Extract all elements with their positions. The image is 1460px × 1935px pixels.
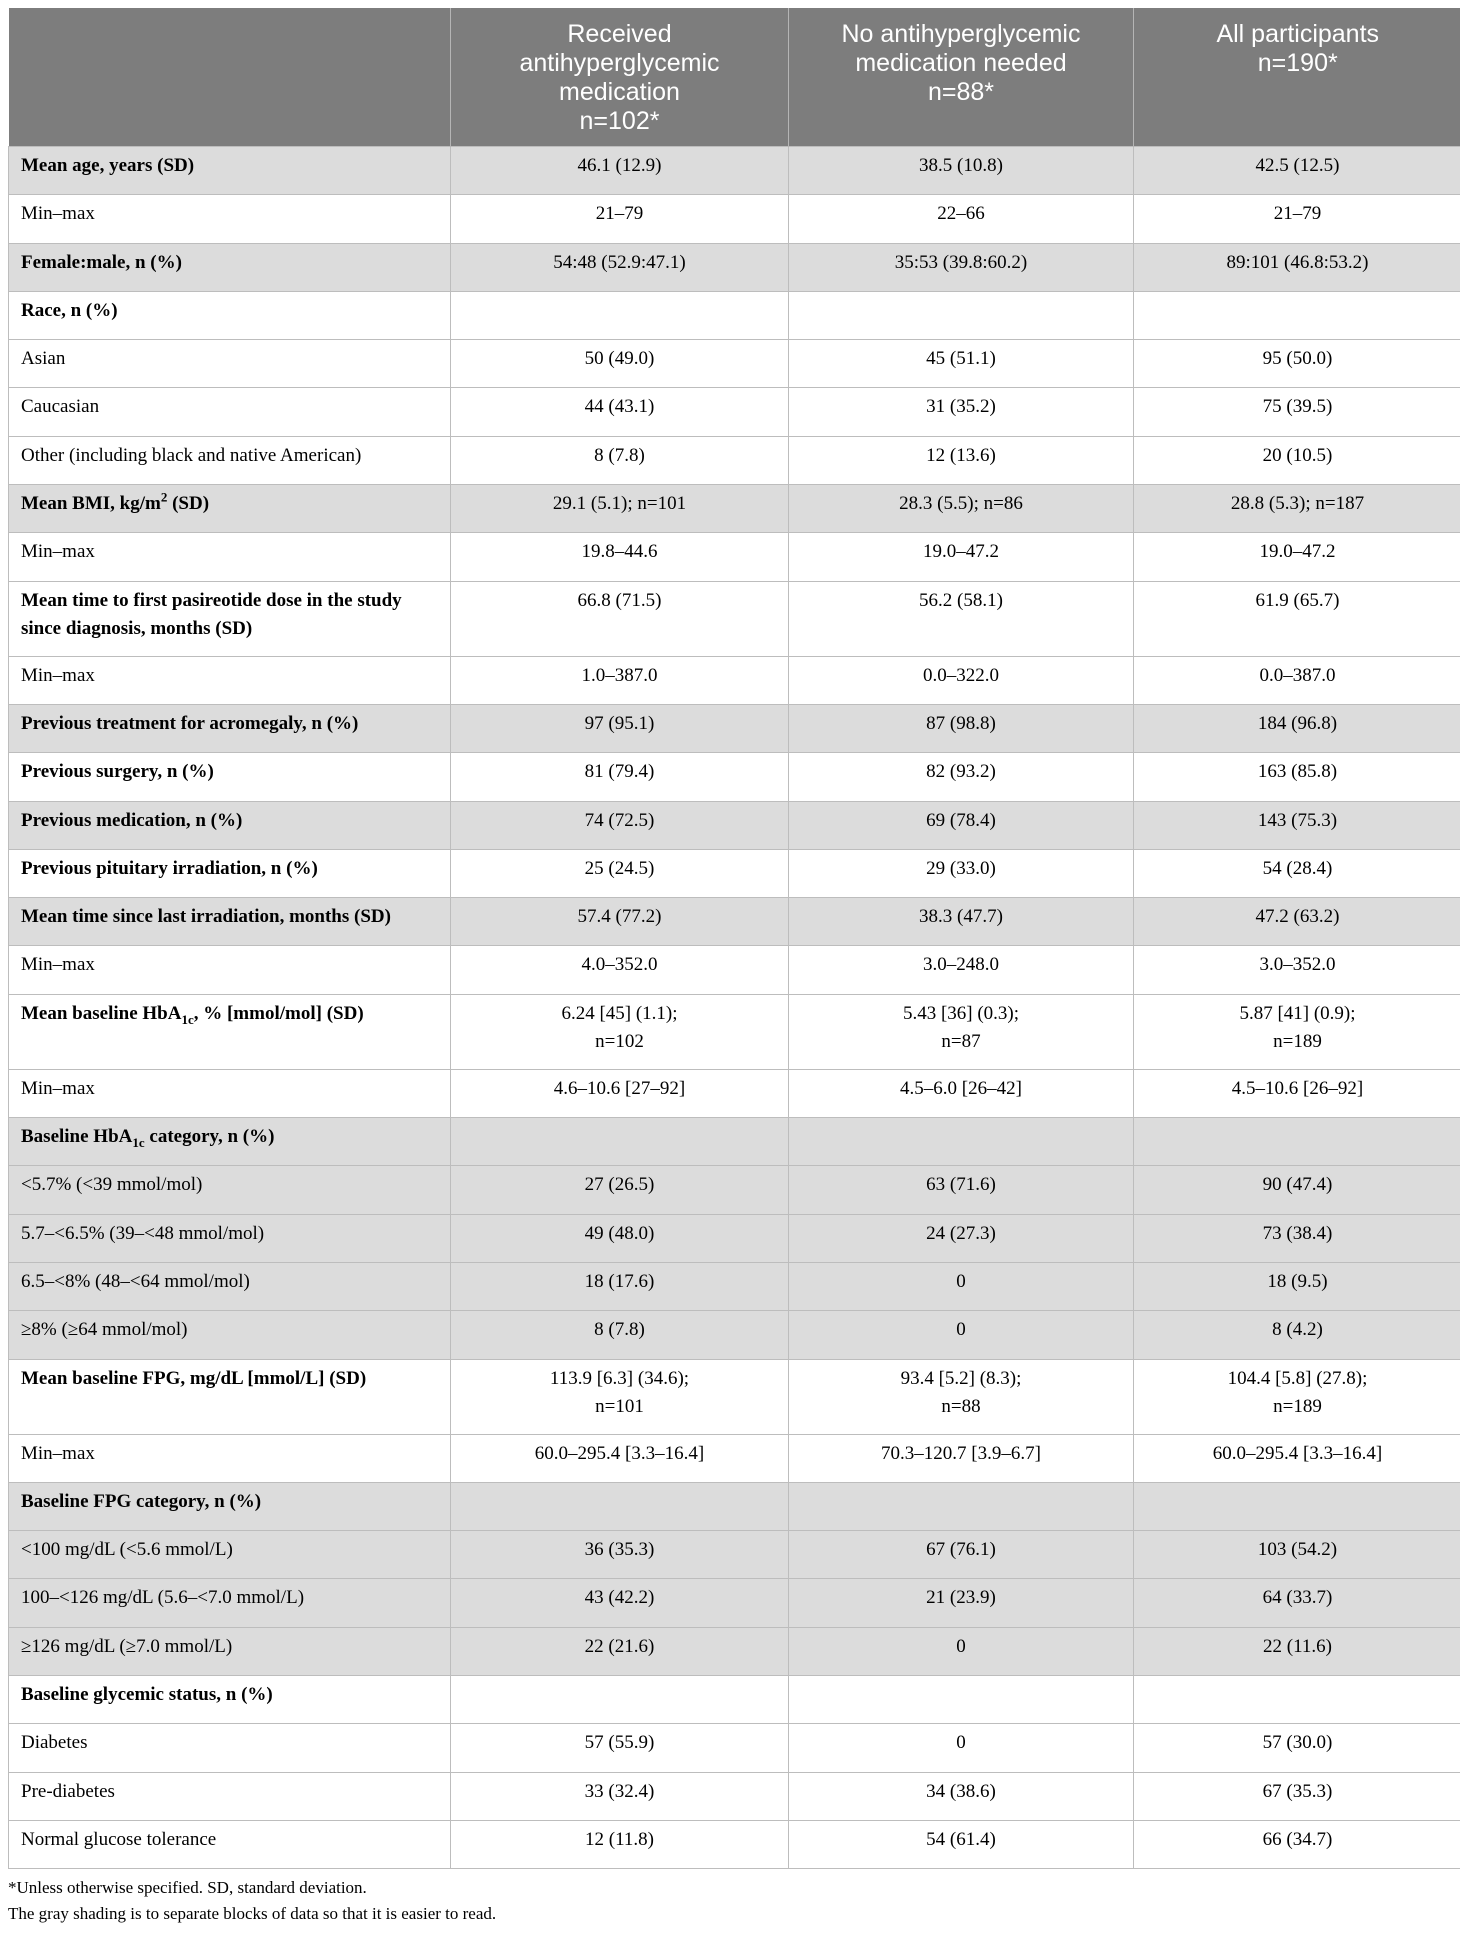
row-label <box>9 147 451 195</box>
row-label <box>9 898 451 946</box>
table-row <box>9 1724 1460 1772</box>
table-row <box>9 1069 1460 1117</box>
row-label <box>9 581 451 656</box>
row-label-text: Min–max <box>21 1442 95 1464</box>
cell-value: 3.0–352.0 <box>1134 946 1460 994</box>
table-row <box>9 485 1460 533</box>
cell-value: 28.3 (5.5); n=86 <box>789 485 1134 533</box>
cell-value: 1.0–387.0 <box>451 656 789 704</box>
cell-value: 20 (10.5) <box>1134 436 1460 484</box>
row-label <box>9 485 451 533</box>
table-row <box>9 388 1460 436</box>
cell-value: 21–79 <box>451 195 789 243</box>
row-label-text: Previous surgery, n (%) <box>21 761 214 783</box>
cell-value <box>789 1482 1134 1530</box>
cell-value: 27 (26.5) <box>451 1166 789 1214</box>
cell-value: 81 (79.4) <box>451 753 789 801</box>
row-label <box>9 195 451 243</box>
cell-value: 21–79 <box>1134 195 1460 243</box>
header-received-medication: Received antihyperglycemic medication n=102* <box>451 8 789 147</box>
cell-value: 50 (49.0) <box>451 340 789 388</box>
row-label <box>9 994 451 1069</box>
row-label-text: ≥8% (≥64 mmol/mol) <box>21 1319 188 1341</box>
cell-value: 75 (39.5) <box>1134 388 1460 436</box>
row-label <box>9 946 451 994</box>
table-row <box>9 1118 1460 1166</box>
cell-value: 38.3 (47.7) <box>789 898 1134 946</box>
footnote: The gray shading is to separate blocks of data so that it is easier to read. <box>8 1904 497 1924</box>
cell-value: 0 <box>789 1627 1134 1675</box>
cell-value: 93.4 [5.2] (8.3); n=88 <box>789 1359 1134 1434</box>
row-label <box>9 1724 451 1772</box>
cell-value: 66 (34.7) <box>1134 1820 1460 1868</box>
table-row <box>9 656 1460 704</box>
row-label-text: Asian <box>21 348 66 370</box>
cell-value: 3.0–248.0 <box>789 946 1134 994</box>
table-row <box>9 436 1460 484</box>
row-label <box>9 1118 451 1166</box>
cell-value: 0 <box>789 1262 1134 1310</box>
row-label-text: 100–<126 mg/dL (5.6–<7.0 mmol/L) <box>21 1587 305 1609</box>
baseline-characteristics-table <box>8 8 1460 1869</box>
row-label-text: Mean baseline FPG, mg/dL [mmol/L] (SD) <box>21 1367 367 1389</box>
footnote: *Unless otherwise specified. SD, standard deviation. <box>8 1878 367 1898</box>
cell-value: 44 (43.1) <box>451 388 789 436</box>
table-row <box>9 581 1460 656</box>
table-row <box>9 1772 1460 1820</box>
cell-value: 49 (48.0) <box>451 1214 789 1262</box>
cell-value: 89:101 (46.8:53.2) <box>1134 243 1460 291</box>
row-label-text: Baseline glycemic status, n (%) <box>21 1684 273 1706</box>
cell-value: 6.24 [45] (1.1); n=102 <box>451 994 789 1069</box>
row-label <box>9 801 451 849</box>
cell-value: 46.1 (12.9) <box>451 147 789 195</box>
row-label <box>9 1772 451 1820</box>
row-label-text: Previous medication, n (%) <box>21 809 243 831</box>
header-no-medication: No antihyperglycemic medication needed n=88* <box>789 8 1134 147</box>
cell-value: 31 (35.2) <box>789 388 1134 436</box>
table-row <box>9 849 1460 897</box>
cell-value: 184 (96.8) <box>1134 704 1460 752</box>
cell-value: 33 (32.4) <box>451 1772 789 1820</box>
row-label <box>9 1820 451 1868</box>
row-label-text: Previous treatment for acromegaly, n (%) <box>21 712 359 734</box>
table-row <box>9 1676 1460 1724</box>
row-label-text: Female:male, n (%) <box>21 251 182 273</box>
cell-value: 70.3–120.7 [3.9–6.7] <box>789 1434 1134 1482</box>
cell-value: 42.5 (12.5) <box>1134 147 1460 195</box>
cell-value: 8 (4.2) <box>1134 1311 1460 1359</box>
row-label-text: Other (including black and native American) <box>21 444 362 466</box>
cell-value: 0 <box>789 1311 1134 1359</box>
row-label <box>9 704 451 752</box>
cell-value <box>1134 1482 1460 1530</box>
row-label-text: ≥126 mg/dL (≥7.0 mmol/L) <box>21 1635 233 1657</box>
cell-value: 67 (35.3) <box>1134 1772 1460 1820</box>
row-label <box>9 388 451 436</box>
cell-value: 64 (33.7) <box>1134 1579 1460 1627</box>
cell-value <box>451 1482 789 1530</box>
table-row <box>9 898 1460 946</box>
cell-value: 25 (24.5) <box>451 849 789 897</box>
table-row <box>9 533 1460 581</box>
table-row <box>9 1531 1460 1579</box>
row-label-text: Mean age, years (SD) <box>21 155 195 176</box>
table-row <box>9 946 1460 994</box>
cell-value: 60.0–295.4 [3.3–16.4] <box>451 1434 789 1482</box>
table-row <box>9 1214 1460 1262</box>
cell-value: 67 (76.1) <box>789 1531 1134 1579</box>
row-label-text: Baseline FPG category, n (%) <box>21 1490 262 1512</box>
cell-value: 90 (47.4) <box>1134 1166 1460 1214</box>
cell-value <box>789 291 1134 339</box>
cell-value: 54 (28.4) <box>1134 849 1460 897</box>
row-label-text: Mean BMI, $kg/m^2$ (SD) <box>21 489 210 515</box>
row-label-text: Min–max <box>21 664 95 686</box>
row-label <box>9 1166 451 1214</box>
row-label-text: Min–max <box>21 541 95 563</box>
row-label <box>9 1531 451 1579</box>
table-row <box>9 1579 1460 1627</box>
table-row <box>9 1820 1460 1868</box>
cell-value: 66.8 (71.5) <box>451 581 789 656</box>
footnotes <box>8 1875 1460 1927</box>
table-wrapper <box>8 8 1460 1927</box>
cell-value: 163 (85.8) <box>1134 753 1460 801</box>
cell-value: 4.6–10.6 [27–92] <box>451 1069 789 1117</box>
header-all-participants: All participants n=190* <box>1134 8 1460 147</box>
row-label-text: Normal glucose tolerance <box>21 1828 217 1850</box>
cell-value: 87 (98.8) <box>789 704 1134 752</box>
table-row <box>9 147 1460 195</box>
cell-value: 104.4 [5.8] (27.8); n=189 <box>1134 1359 1460 1434</box>
row-label <box>9 533 451 581</box>
row-label-text: Mean baseline HbA$_{1c}$, % [mmol/mol] (SD) <box>21 1002 364 1027</box>
table-row <box>9 704 1460 752</box>
table-row <box>9 1359 1460 1434</box>
cell-value <box>451 1118 789 1166</box>
header-empty <box>9 8 451 147</box>
cell-value: 0.0–387.0 <box>1134 656 1460 704</box>
row-label-text: Previous pituitary irradiation, n (%) <box>21 857 318 879</box>
row-label-text: 5.7–<6.5% (39–<48 mmol/mol) <box>21 1222 265 1244</box>
row-label <box>9 1434 451 1482</box>
cell-value: 29.1 (5.1); n=101 <box>451 485 789 533</box>
cell-value: 21 (23.9) <box>789 1579 1134 1627</box>
cell-value: 57 (30.0) <box>1134 1724 1460 1772</box>
row-label <box>9 1214 451 1262</box>
row-label-text: Baseline HbA$_{1c}$ category, n (%) <box>21 1126 275 1150</box>
cell-value: 82 (93.2) <box>789 753 1134 801</box>
row-label <box>9 340 451 388</box>
table-row <box>9 1627 1460 1675</box>
row-label <box>9 243 451 291</box>
row-label-text-line2: since diagnosis, months (SD) <box>21 617 253 639</box>
cell-value: 54 (61.4) <box>789 1820 1134 1868</box>
cell-value: 38.5 (10.8) <box>789 147 1134 195</box>
cell-value: 63 (71.6) <box>789 1166 1134 1214</box>
cell-value: 57.4 (77.2) <box>451 898 789 946</box>
row-label <box>9 849 451 897</box>
cell-value: 5.87 [41] (0.9); n=189 <box>1134 994 1460 1069</box>
cell-value <box>1134 1676 1460 1724</box>
table-row <box>9 753 1460 801</box>
cell-value: 43 (42.2) <box>451 1579 789 1627</box>
cell-value: 61.9 (65.7) <box>1134 581 1460 656</box>
table-row <box>9 1482 1460 1530</box>
cell-value: 54:48 (52.9:47.1) <box>451 243 789 291</box>
row-label-text: Mean time since last irradiation, months (SD) <box>21 906 391 928</box>
cell-value: 103 (54.2) <box>1134 1531 1460 1579</box>
cell-value: 12 (13.6) <box>789 436 1134 484</box>
cell-value: 0.0–322.0 <box>789 656 1134 704</box>
cell-value: 4.0–352.0 <box>451 946 789 994</box>
cell-value <box>451 291 789 339</box>
row-label <box>9 1579 451 1627</box>
cell-value: 19.0–47.2 <box>1134 533 1460 581</box>
cell-value: 34 (38.6) <box>789 1772 1134 1820</box>
cell-value: 57 (55.9) <box>451 1724 789 1772</box>
table-body <box>9 147 1460 1869</box>
cell-value: 143 (75.3) <box>1134 801 1460 849</box>
cell-value: 73 (38.4) <box>1134 1214 1460 1262</box>
row-label-text: 6.5–<8% (48–<64 mmol/mol) <box>21 1270 250 1292</box>
cell-value: 19.0–47.2 <box>789 533 1134 581</box>
cell-value: 18 (17.6) <box>451 1262 789 1310</box>
cell-value: 8 (7.8) <box>451 436 789 484</box>
row-label-text: Race, n (%) <box>21 299 118 321</box>
row-label <box>9 1262 451 1310</box>
table-row <box>9 291 1460 339</box>
row-label-text: Min–max <box>21 954 95 976</box>
row-label <box>9 656 451 704</box>
cell-value: 18 (9.5) <box>1134 1262 1460 1310</box>
cell-value: 36 (35.3) <box>451 1531 789 1579</box>
cell-value: 74 (72.5) <box>451 801 789 849</box>
cell-value: 5.43 [36] (0.3); n=87 <box>789 994 1134 1069</box>
cell-value: 35:53 (39.8:60.2) <box>789 243 1134 291</box>
cell-value: 28.8 (5.3); n=187 <box>1134 485 1460 533</box>
cell-value: 29 (33.0) <box>789 849 1134 897</box>
row-label <box>9 1359 451 1434</box>
cell-value: 95 (50.0) <box>1134 340 1460 388</box>
cell-value: 47.2 (63.2) <box>1134 898 1460 946</box>
row-label-text: Min–max <box>21 203 95 225</box>
cell-value: 8 (7.8) <box>451 1311 789 1359</box>
table-row <box>9 801 1460 849</box>
row-label <box>9 1311 451 1359</box>
row-label-text: Min–max <box>21 1077 95 1099</box>
row-label-text: <5.7% (<39 mmol/mol) <box>21 1174 203 1196</box>
cell-value: 22 (11.6) <box>1134 1627 1460 1675</box>
table-row <box>9 340 1460 388</box>
row-label <box>9 291 451 339</box>
cell-value <box>451 1676 789 1724</box>
row-label-text: Mean time to first pasireotide dose in the study <box>21 589 402 611</box>
cell-value: 22–66 <box>789 195 1134 243</box>
header-row <box>9 8 1460 147</box>
cell-value: 56.2 (58.1) <box>789 581 1134 656</box>
row-label <box>9 1482 451 1530</box>
cell-value: 24 (27.3) <box>789 1214 1134 1262</box>
cell-value: 4.5–10.6 [26–92] <box>1134 1069 1460 1117</box>
row-label <box>9 1627 451 1675</box>
row-label <box>9 436 451 484</box>
row-label-text: <100 mg/dL (<5.6 mmol/L) <box>21 1539 233 1561</box>
cell-value: 12 (11.8) <box>451 1820 789 1868</box>
row-label <box>9 1676 451 1724</box>
table-row <box>9 1262 1460 1310</box>
cell-value: 45 (51.1) <box>789 340 1134 388</box>
table-row <box>9 1434 1460 1482</box>
row-label-text: Diabetes <box>21 1732 88 1754</box>
cell-value: 0 <box>789 1724 1134 1772</box>
cell-value: 69 (78.4) <box>789 801 1134 849</box>
cell-value <box>789 1118 1134 1166</box>
table-row <box>9 195 1460 243</box>
row-label <box>9 753 451 801</box>
table-row <box>9 1311 1460 1359</box>
row-label-text: Caucasian <box>21 396 100 418</box>
cell-value: 19.8–44.6 <box>451 533 789 581</box>
row-label <box>9 1069 451 1117</box>
row-label-text: Pre-diabetes <box>21 1780 115 1802</box>
table-row <box>9 994 1460 1069</box>
table-row <box>9 243 1460 291</box>
table-row <box>9 1166 1460 1214</box>
cell-value: 60.0–295.4 [3.3–16.4] <box>1134 1434 1460 1482</box>
cell-value: 22 (21.6) <box>451 1627 789 1675</box>
cell-value <box>789 1676 1134 1724</box>
cell-value: 4.5–6.0 [26–42] <box>789 1069 1134 1117</box>
cell-value <box>1134 291 1460 339</box>
cell-value: 97 (95.1) <box>451 704 789 752</box>
cell-value: 113.9 [6.3] (34.6); n=101 <box>451 1359 789 1434</box>
cell-value <box>1134 1118 1460 1166</box>
